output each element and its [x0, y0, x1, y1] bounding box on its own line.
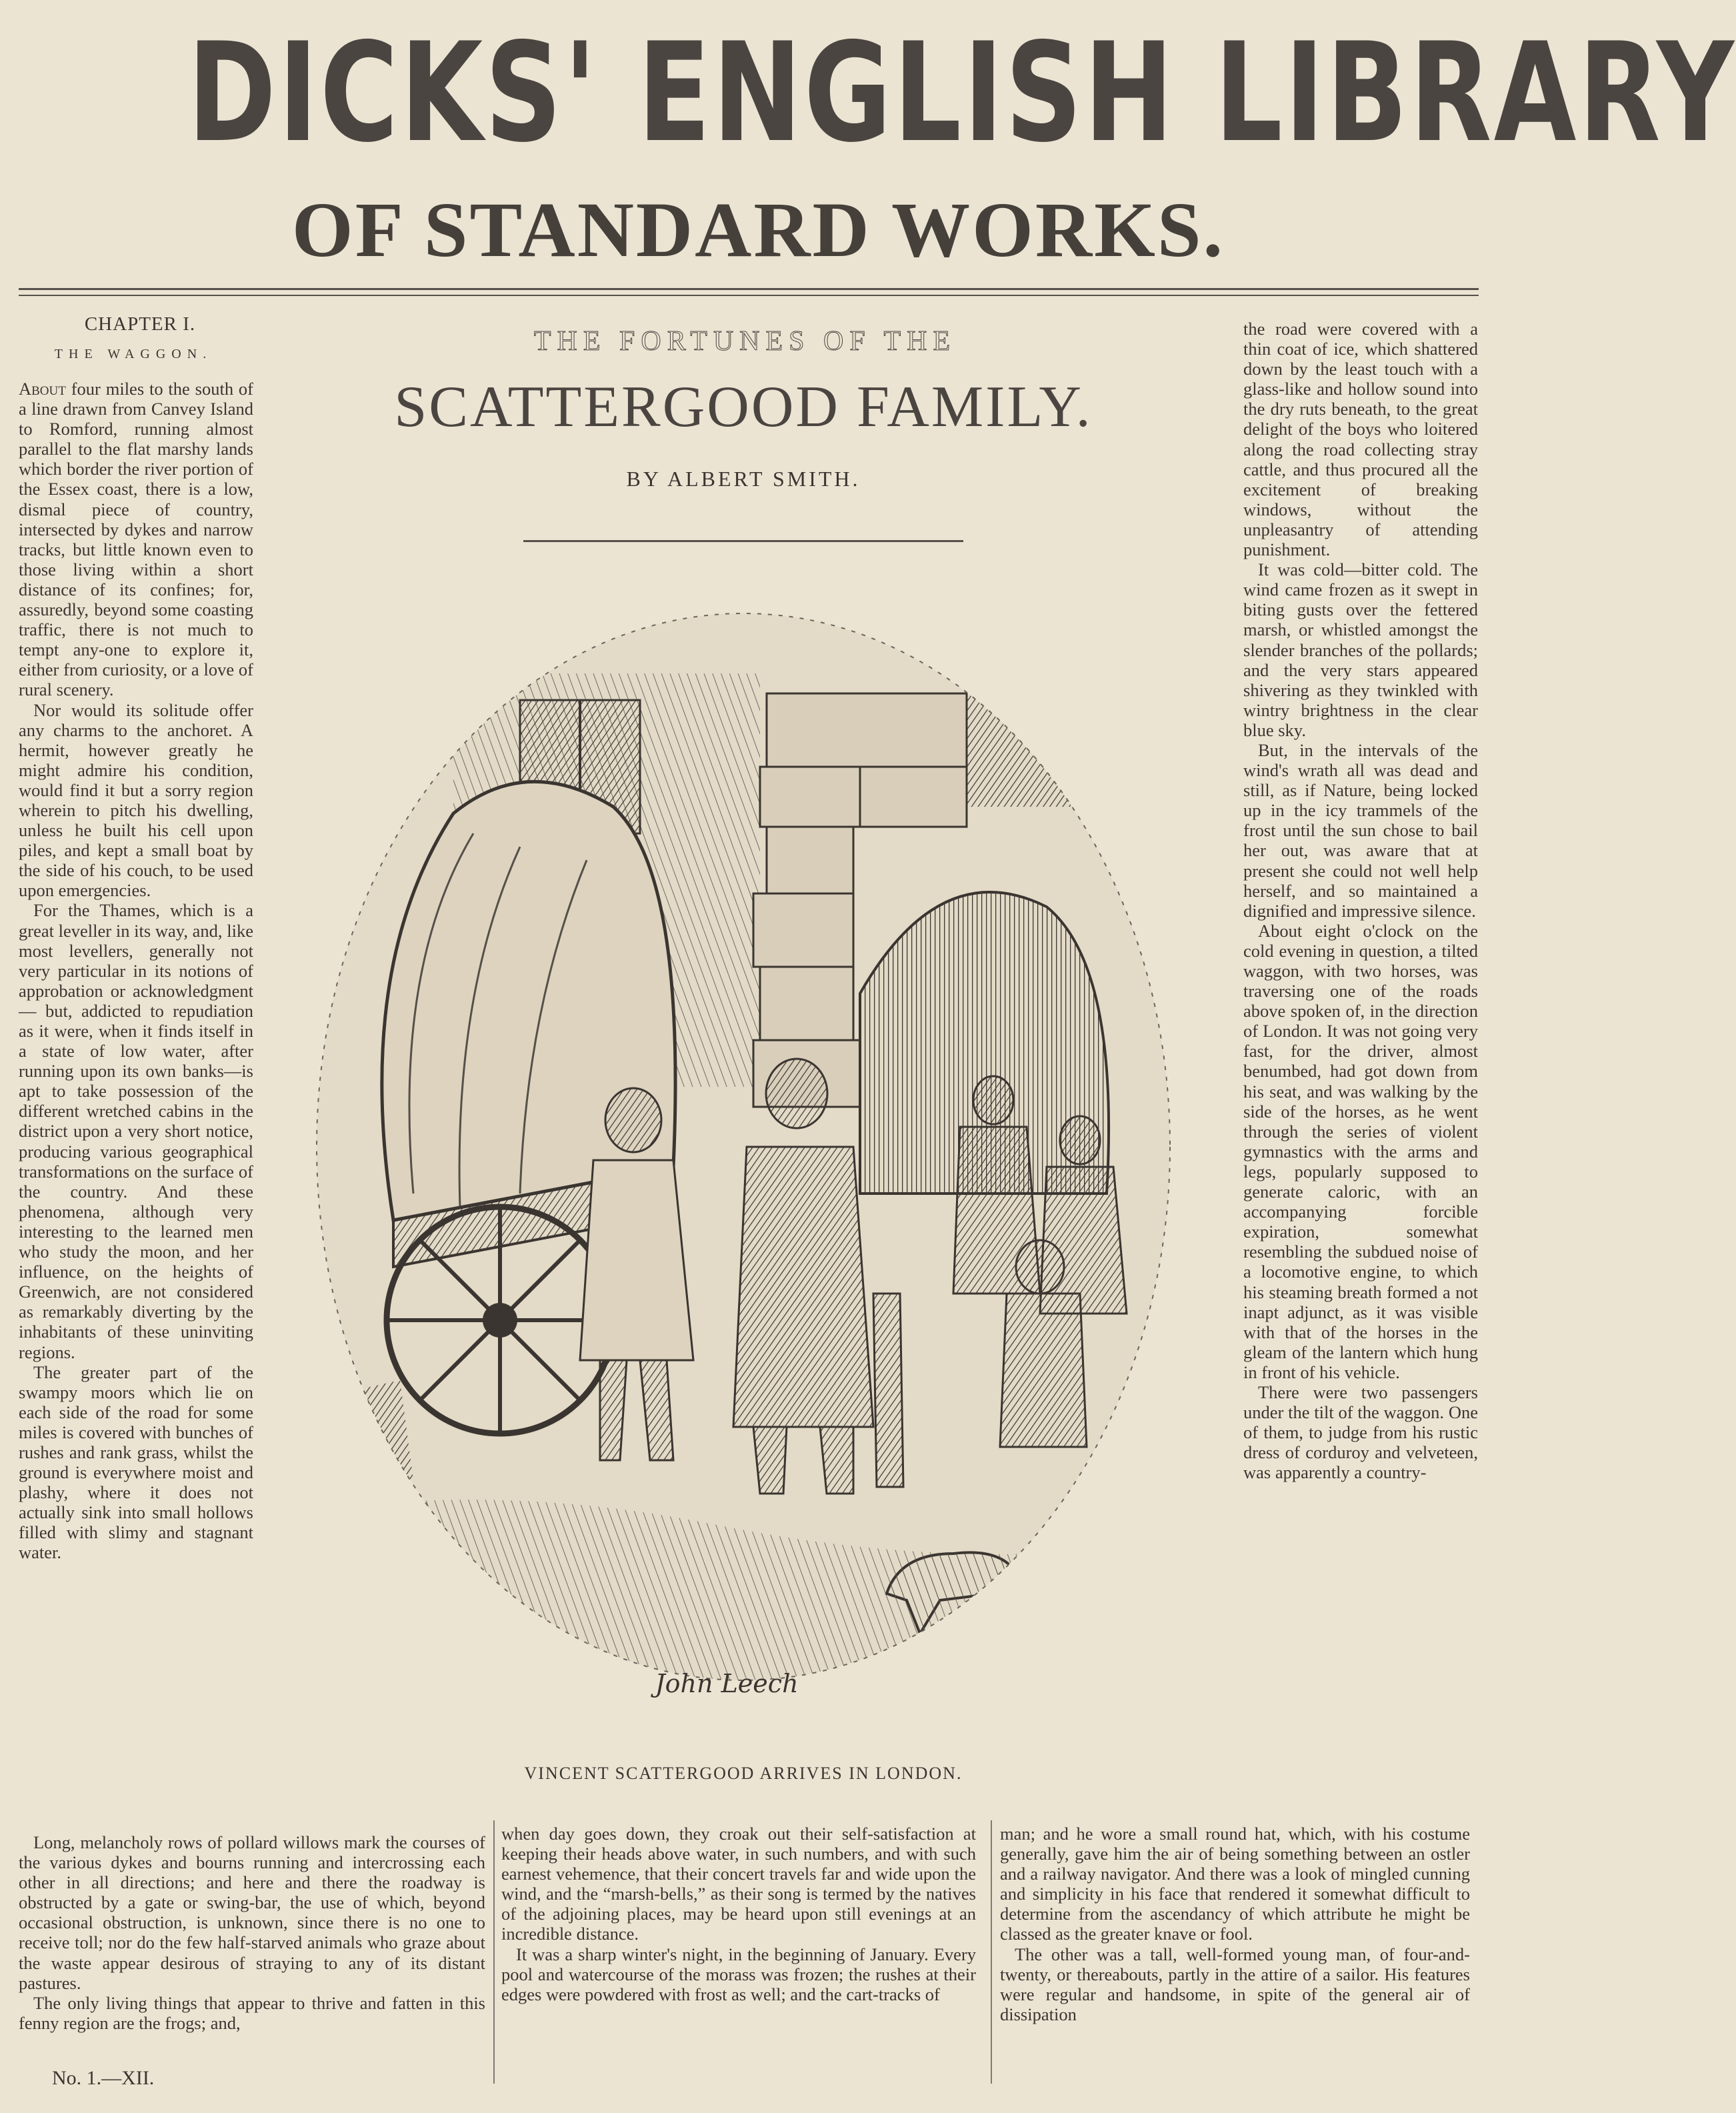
column-divider: [991, 1820, 992, 2084]
chapter-subheading: THE WAGGON.: [54, 347, 213, 361]
paragraph: It was cold—bitter cold. The wind came frozen as it swept in biting gusts over the fettered marsh, or whistled amongst the slender branches of the pollards; and the very stars appeared shivering as they twinkled with wintry brightness in the clear blue sky.: [1243, 559, 1478, 740]
issue-number: No. 1.—XII.: [52, 2067, 155, 2089]
masthead-subtitle: OF STANDARD WORKS.: [291, 186, 1225, 273]
paragraph-text: four miles to the south of a line drawn from Canvey Island to Romford, running almost parallel to the flat marshy lands which border the river portion of the Essex coast, there is a low, dismal piece of country, intersected by dykes and narrow tracks, but little known even to those living within a short distance of its confines; for, assuredly, beyond some coasting traffic, there is not much to tempt any-one to explore it, either from curiosity, or a love of rural scenery.: [19, 379, 253, 700]
masthead-rule-top: [19, 288, 1479, 290]
masthead-title: DICKS' ENGLISH LIBRARY: [187, 14, 1736, 173]
paragraph: About eight o'clock on the cold evening in question, a tilted waggon, with two horses, was traversing one of the roads above spoken of, in the direction of London. It was not going very fast, for the driver, almost benumbed, had got down from his seat, and was walking by the side of the horses, as he went through the series of violent gymnastics with the arms and legs, popularly supposed to generate caloric, with an accompanying forcible expiration, somewhat resembling the subdued noise of a locomotive engine, to which his steaming breath formed a not inapt adjunct, as it was visible with that of the horses in the gleam of the lantern which hung in front of his vehicle.: [1243, 920, 1478, 1382]
paragraph: man; and he wore a small round hat, which, with his costume generally, gave him the air of being something between an ostler and a railway navigator. And there was a look of mingled cunning and simplicity in his face that rendered it somewhat difficult to determine from the ascendancy of which attribute he might be classed as the greater knave or fool.: [1000, 1824, 1470, 1944]
drop-word: About: [19, 379, 66, 399]
paragraph: It was a sharp winter's night, in the beginning of January. Every pool and watercourse of the morass was frozen; the rushes at their edges were powdered with frost as well; and the cart-tracks of: [501, 1944, 976, 2004]
left-column: [19, 379, 253, 1563]
bottom-right-column: [1000, 1824, 1470, 2024]
masthead-rule-bottom: [19, 295, 1479, 296]
story-title: SCATTERGOOD FAMILY.: [394, 375, 1093, 439]
engraving-illustration: [300, 593, 1187, 1704]
chapter-heading: CHAPTER I.: [84, 313, 196, 335]
paragraph: The greater part of the swampy moors which lie on each side of the road for some miles is covered with bunches of rushes and rank grass, whilst the ground is everywhere moist and plashy, where it does not actually sink into small hollows filled with slimy and stagnant water.: [19, 1362, 253, 1563]
story-pretitle: THE FORTUNES OF THE: [533, 326, 957, 357]
illustration-signature: John Leech: [655, 1669, 799, 1698]
column-divider: [493, 1820, 495, 2084]
paragraph: The only living things that appear to thrive and fatten in this fenny region are the frogs; and,: [19, 1992, 485, 2033]
right-column: [1243, 319, 1478, 1482]
bottom-middle-column: [501, 1824, 976, 2004]
paragraph: The other was a tall, well-formed young man, of four-and-twenty, or thereabouts, partly in the attire of a sailor. His features were regular and handsome, in spite of the general air of dissipation: [1000, 1944, 1470, 2024]
paragraph: But, in the intervals of the wind's wrath all was dead and still, as if Nature, being locked up in the icy trammels of the frost until the sun chose to bail her out, was aware that at present she could not well help herself, and so maintained a dignified and impressive silence.: [1243, 739, 1478, 921]
paragraph: Long, melancholy rows of pollard willows mark the courses of the various dykes and bourns running and intercrossing each other in all directions; and here and there the roadway is obstructed by a gate or swing-bar, the use of which, beyond occasional obstruction, is unknown, since there is no one to receive toll; nor do the few half-starved animals who graze about the waste appear desirous of straying to any of its distant pastures.: [19, 1832, 485, 1993]
left-column-wide: [19, 1832, 485, 2033]
paragraph: when day goes down, they croak out their self-satisfaction at keeping their heads above water, in such numbers, and with such earnest vehemence, that their concert travels far and wide upon the wind, and the “marsh-bells,” as their song is termed by the natives of the adjoining places, may be heard upon still evenings at an incredible distance.: [501, 1824, 976, 1944]
story-byline: BY ALBERT SMITH.: [626, 467, 861, 491]
paragraph: the road were covered with a thin coat of ice, which shattered down by the least touch with a glass-like and hollow sound into the dry ruts beneath, to the great delight of the boys who loitered along the road collecting stray cattle, and thus procured all the excitement of breaking windows, without the unpleasantry of attending punishment.: [1243, 319, 1478, 560]
paragraph: [19, 379, 253, 700]
paragraph: Nor would its solitude offer any charms to the anchoret. A hermit, however greatly he might admire his condition, would find it but a sorry region wherein to pitch his dwelling, unless he built his cell upon piles, and kept a small boat by the side of his couch, to be used upon emergencies.: [19, 699, 253, 901]
illustration-caption: VINCENT SCATTERGOOD ARRIVES IN LONDON.: [524, 1764, 963, 1783]
paragraph: For the Thames, which is a great leveller in its way, and, like most levellers, generally not very particular in its notions of approbation or acknowledgment — but, addicted to repudiation as it were, when it finds itself in a state of low water, after running upon its own banks—is apt to take possession of the different wretched cabins in the district upon a very short notice, producing various geographical transformations on the surface of the country. And these phenomena, although very interesting to the learned men who study the moon, and her influence, on the heights of Greenwich, are not considered as remarkably diverting by the inhabitants of these uninviting regions.: [19, 900, 253, 1362]
byline-rule: [523, 540, 963, 542]
paragraph: There were two passengers under the tilt of the waggon. One of them, to judge from his rustic dress of corduroy and velveteen, was apparently a country-: [1243, 1382, 1478, 1483]
